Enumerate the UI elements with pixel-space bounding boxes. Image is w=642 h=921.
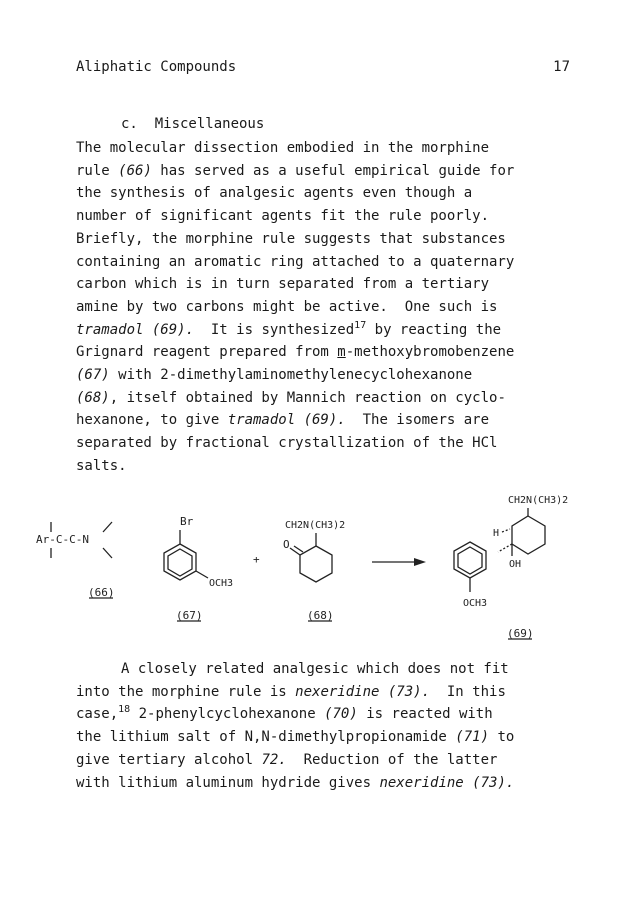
compound-ref: (70)	[324, 706, 358, 723]
text-line: separated by fractional crystallization of the HCl	[76, 435, 498, 452]
text-line: the synthesis of analgesic agents even though a	[76, 185, 473, 202]
text-line: tramadol (69). It is synthesized$^{17}$ by reacting the	[76, 319, 502, 338]
rule-fragment-text: Ar-C-C-N	[36, 533, 89, 546]
paragraph-nexeridine	[76, 658, 576, 794]
compound-ref: (67)	[76, 367, 110, 384]
text-line: number of significant agents fit the rule poorly.	[76, 208, 490, 225]
text-line: hexanone, to give tramadol (69). The isomers are	[76, 412, 490, 429]
text-line: with lithium aluminum hydride gives nexeridine (73).	[76, 774, 515, 791]
paragraph-morphine-rule	[76, 137, 576, 478]
reference-superscript: 18	[118, 704, 131, 716]
text-line: rule (66) has served as a useful empirical guide for	[76, 162, 515, 179]
text-line: Grignard reagent prepared from m-methoxybromobenzene	[76, 344, 515, 361]
text-line: give tertiary alcohol 72. Reduction of the latter	[76, 751, 498, 768]
text-line: carbon which is in turn separated from a tertiary	[76, 276, 490, 293]
hydroxyl-label: OH	[509, 559, 522, 570]
compound-label-68: (68)	[307, 609, 334, 622]
reaction-arrow	[372, 558, 426, 566]
text-line: case,$^{18}$ 2-phenylcyclohexanone (70) is reacted with	[76, 704, 493, 723]
reference-superscript: 17	[354, 319, 367, 331]
text-line: (67) with 2-dimethylaminomethylenecyclohexanone	[76, 367, 473, 384]
structure-67	[164, 515, 233, 622]
substituent-label: CH2N(CH3)2	[508, 495, 569, 506]
text-line: the lithium salt of N,N-dimethylpropionamide (71) to	[76, 729, 515, 746]
bromine-label: Br	[180, 515, 194, 528]
methoxy-label: OCH3	[463, 598, 488, 609]
text-line: The molecular dissection embodied in the morphine	[76, 140, 490, 156]
compound-ref: (71)	[455, 729, 490, 746]
substituent-label: CH2N(CH3)2	[285, 520, 346, 531]
compound-label-66: (66)	[88, 586, 115, 599]
hydrogen-label: H	[493, 528, 500, 539]
carbonyl-oxygen-label: O	[283, 538, 290, 551]
text-line: amine by two carbons might be active. One such is	[76, 298, 498, 315]
compound-name: tramadol (69).	[227, 412, 346, 429]
structure-68	[283, 520, 345, 622]
text-line: (68), itself obtained by Mannich reaction on cyclo-	[76, 389, 506, 406]
compound-label-67: (67)	[176, 609, 203, 622]
methoxy-label: OCH3	[209, 578, 234, 589]
text-line: Briefly, the morphine rule suggests that substances	[76, 230, 506, 247]
compound-ref: (66)	[118, 162, 152, 179]
compound-label-69: (69)	[507, 627, 534, 640]
text-line: containing an aromatic ring attached to a quaternary	[76, 253, 515, 270]
structure-66	[36, 522, 115, 599]
plus-sign: +	[253, 553, 260, 566]
section-heading: c. Miscellaneous	[121, 116, 265, 132]
page-number: 17	[553, 59, 570, 75]
structure-69	[454, 495, 568, 640]
compound-ref: (68)	[76, 389, 110, 406]
text-line: A closely related analgesic which does not fit	[121, 661, 509, 677]
compound-ref: 72.	[261, 751, 287, 768]
compound-name: tramadol (69).	[76, 321, 195, 338]
text-line: into the morphine rule is nexeridine (73). In this	[76, 683, 506, 700]
reaction-scheme	[0, 480, 642, 650]
compound-name: nexeridine (73).	[295, 683, 431, 700]
running-header	[76, 59, 570, 79]
running-title: Aliphatic Compounds	[76, 59, 237, 75]
text-line: salts.	[76, 457, 127, 474]
compound-name: nexeridine (73).	[379, 774, 515, 791]
meta-prefix: m	[337, 344, 346, 361]
